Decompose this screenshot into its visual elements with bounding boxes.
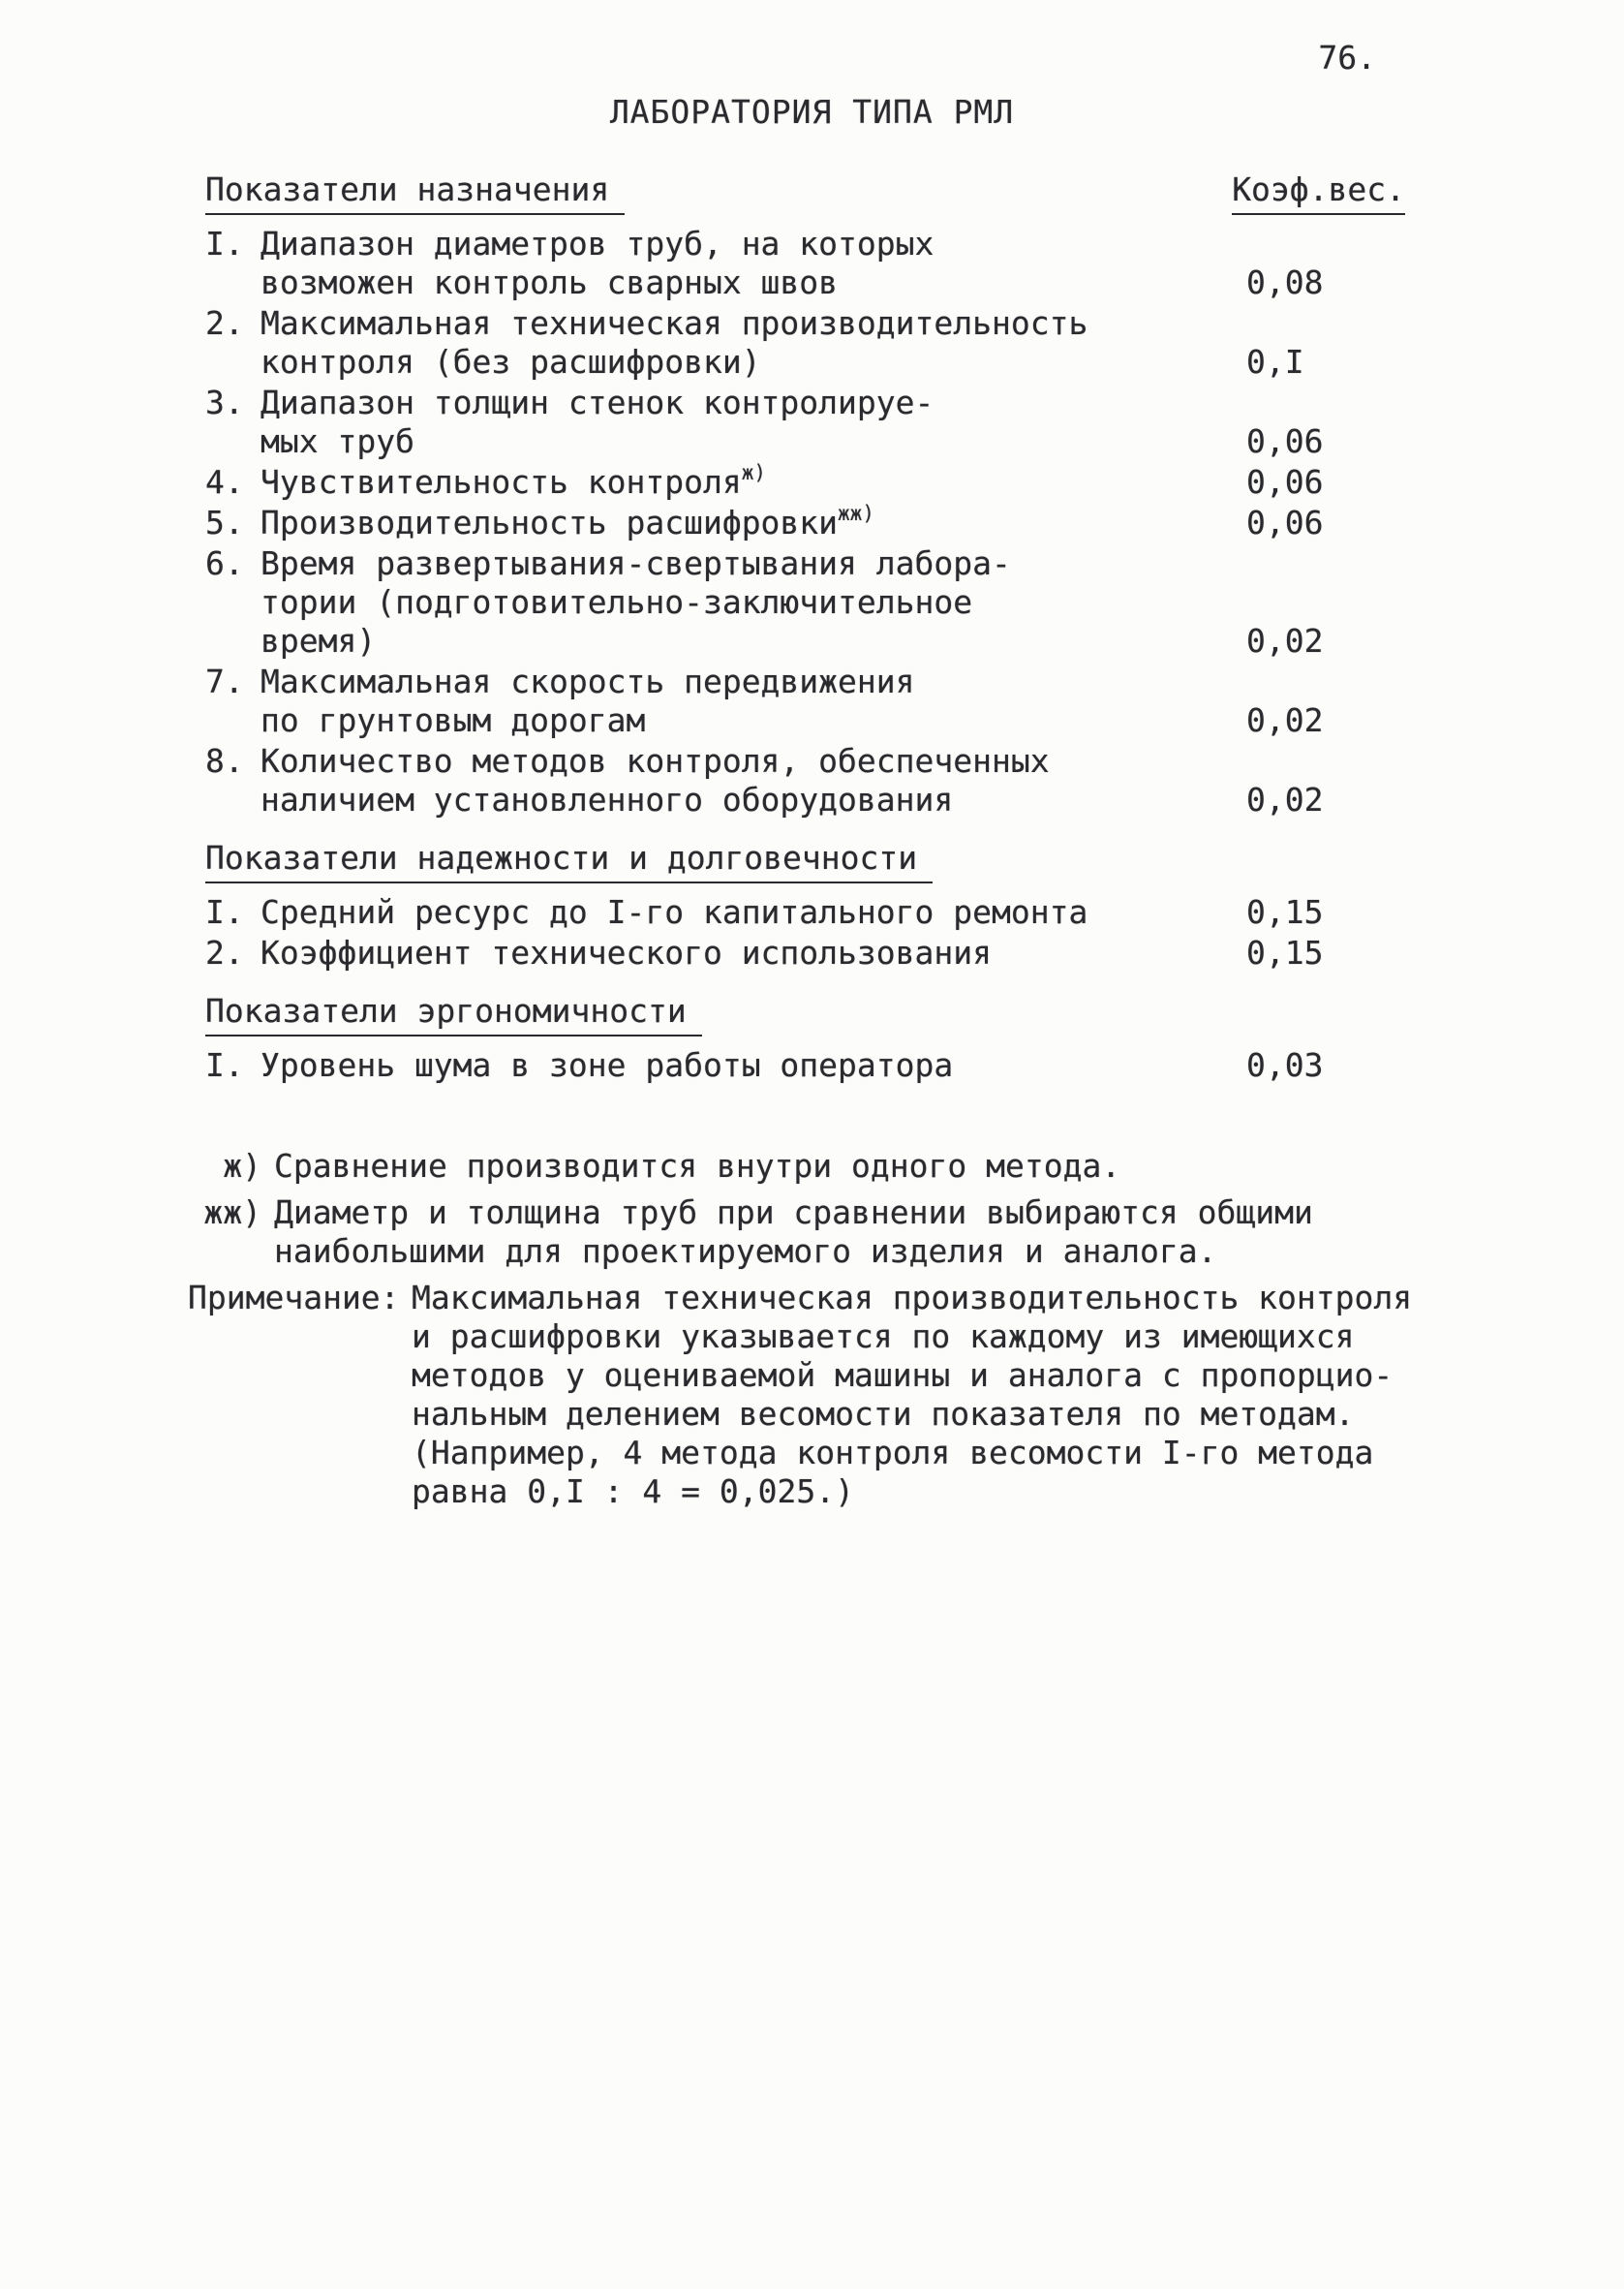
section-items	[205, 893, 1419, 973]
item-text-line: тории (подготовительно-заключительное	[260, 583, 973, 621]
item-text-line: Диапазон диаметров труб, на которых	[260, 225, 935, 263]
item-text	[260, 742, 1246, 820]
section	[205, 839, 1419, 973]
item-coefficient-value: 0,15	[1246, 934, 1324, 972]
item-coefficient-value: 0,08	[1246, 263, 1324, 301]
item-text	[260, 463, 1246, 502]
item-number: 6.	[205, 544, 244, 582]
section	[205, 170, 1419, 820]
item-text-line: Средний ресурс до I-го капитального ремонта	[260, 893, 1088, 931]
item-number: 8.	[205, 742, 244, 780]
item-number: 5.	[205, 504, 244, 541]
item-text	[260, 1046, 1246, 1085]
section	[205, 992, 1419, 1085]
item-text-line: время)	[260, 622, 377, 660]
item-number: 2.	[205, 304, 244, 342]
footnote	[180, 1193, 1419, 1271]
item-number: 2.	[205, 934, 244, 972]
item-text	[260, 225, 1246, 302]
item-text-line: Максимальная скорость передвижения	[260, 663, 915, 700]
item-text-line: Производительность расшифровки$^{жж)}$	[260, 502, 874, 541]
list-item	[205, 463, 1419, 502]
note-text-line: и расшифровки указывается по каждому из имеющихся	[412, 1317, 1355, 1355]
item-number: 4.	[205, 463, 244, 501]
section-items	[205, 225, 1419, 820]
list-item	[205, 384, 1419, 461]
note-text	[412, 1279, 1419, 1511]
item-text	[260, 663, 1246, 740]
footnote-marker: ж)	[223, 1147, 261, 1185]
footnote-marker: жж)	[203, 1193, 261, 1231]
item-number: I.	[205, 1046, 244, 1084]
section-items	[205, 1046, 1419, 1085]
item-text	[260, 893, 1246, 932]
section-heading: Показатели надежности и долговечности	[205, 839, 933, 883]
item-text-line: Время развертывания-свертывания лабора-	[260, 544, 1011, 582]
page-title: ЛАБОРАТОРИЯ ТИПА РМЛ	[609, 93, 1015, 131]
list-item	[205, 544, 1419, 661]
note-text-line: нальным делением весомости показателя по методам.	[412, 1395, 1355, 1433]
list-item	[205, 893, 1419, 932]
list-item	[205, 742, 1419, 820]
footnote-text	[261, 1193, 1313, 1271]
footnote	[180, 1147, 1419, 1186]
note-text-line: Максимальная техническая производительность контроля	[412, 1279, 1413, 1316]
section-header-row	[205, 839, 1419, 883]
coef-column-header: Коэф.вес.	[1232, 170, 1405, 215]
section-heading: Показатели эргономичности	[205, 992, 702, 1036]
page-number: 76.	[1318, 39, 1376, 77]
list-item	[205, 1046, 1419, 1085]
footnote-text-line: Диаметр и толщина труб при сравнении выбираются общими	[274, 1193, 1313, 1231]
item-text-line: Диапазон толщин стенок контролируе-	[260, 384, 935, 421]
item-text	[260, 304, 1246, 382]
item-coefficient-value: 0,02	[1246, 781, 1324, 819]
item-text	[260, 384, 1246, 461]
item-text-line: контроля (без расшифровки)	[260, 343, 761, 381]
footnote-text-line: наибольшими для проектируемого изделия и аналога.	[274, 1232, 1217, 1270]
item-text-line: мых труб	[260, 422, 414, 460]
item-text-line: Чувствительность контроля$^{ж)}$	[260, 461, 766, 501]
item-text-line: возможен контроль сварных швов	[260, 263, 839, 301]
list-item	[205, 225, 1419, 302]
section-header-row	[205, 170, 1419, 215]
item-text-line: Уровень шума в зоне работы оператора	[260, 1046, 954, 1084]
item-text	[260, 934, 1246, 973]
footnote-text	[261, 1147, 1120, 1186]
item-coefficient-value: 0,03	[1246, 1046, 1324, 1084]
footnotes-container	[205, 1147, 1419, 1271]
item-text-line: Коэффициент технического использования	[260, 934, 992, 972]
item-coefficient-value: 0,I	[1246, 343, 1304, 381]
item-coefficient-value: 0,02	[1246, 622, 1324, 660]
footnote-reference-mark: ж)	[741, 461, 766, 484]
note-text-line: методов у оцениваемой машины и аналога с пропорцио-	[412, 1356, 1394, 1394]
list-item	[205, 934, 1419, 973]
item-text-line: наличием установленного оборудования	[260, 781, 954, 819]
item-text	[260, 544, 1246, 661]
item-text-line: Максимальная техническая производительность	[260, 304, 1088, 342]
item-coefficient-value: 0,06	[1246, 463, 1324, 501]
note-text-line: (Например, 4 метода контроля весомости I-го метода	[412, 1434, 1374, 1471]
item-number: I.	[205, 225, 244, 263]
item-number: I.	[205, 893, 244, 931]
sections-container	[205, 170, 1419, 1085]
list-item	[205, 304, 1419, 382]
section-heading: Показатели назначения	[205, 170, 625, 215]
note-text-line: равна 0,I : 4 = 0,025.)	[412, 1472, 854, 1510]
item-coefficient-value: 0,02	[1246, 701, 1324, 739]
note-block	[188, 1279, 1419, 1511]
item-coefficient-value: 0,06	[1246, 422, 1324, 460]
item-number: 7.	[205, 663, 244, 700]
list-item	[205, 504, 1419, 542]
list-item	[205, 663, 1419, 740]
item-coefficient-value: 0,06	[1246, 504, 1324, 541]
footnote-text-line: Сравнение производится внутри одного метода.	[274, 1147, 1121, 1185]
section-header-row	[205, 992, 1419, 1036]
item-text	[260, 504, 1246, 542]
note-label: Примечание:	[188, 1279, 400, 1316]
item-text-line: по грунтовым дорогам	[260, 701, 646, 739]
footnote-reference-mark: жж)	[838, 502, 874, 525]
item-number: 3.	[205, 384, 244, 421]
item-text-line: Количество методов контроля, обеспеченных	[260, 742, 1050, 780]
item-coefficient-value: 0,15	[1246, 893, 1324, 931]
